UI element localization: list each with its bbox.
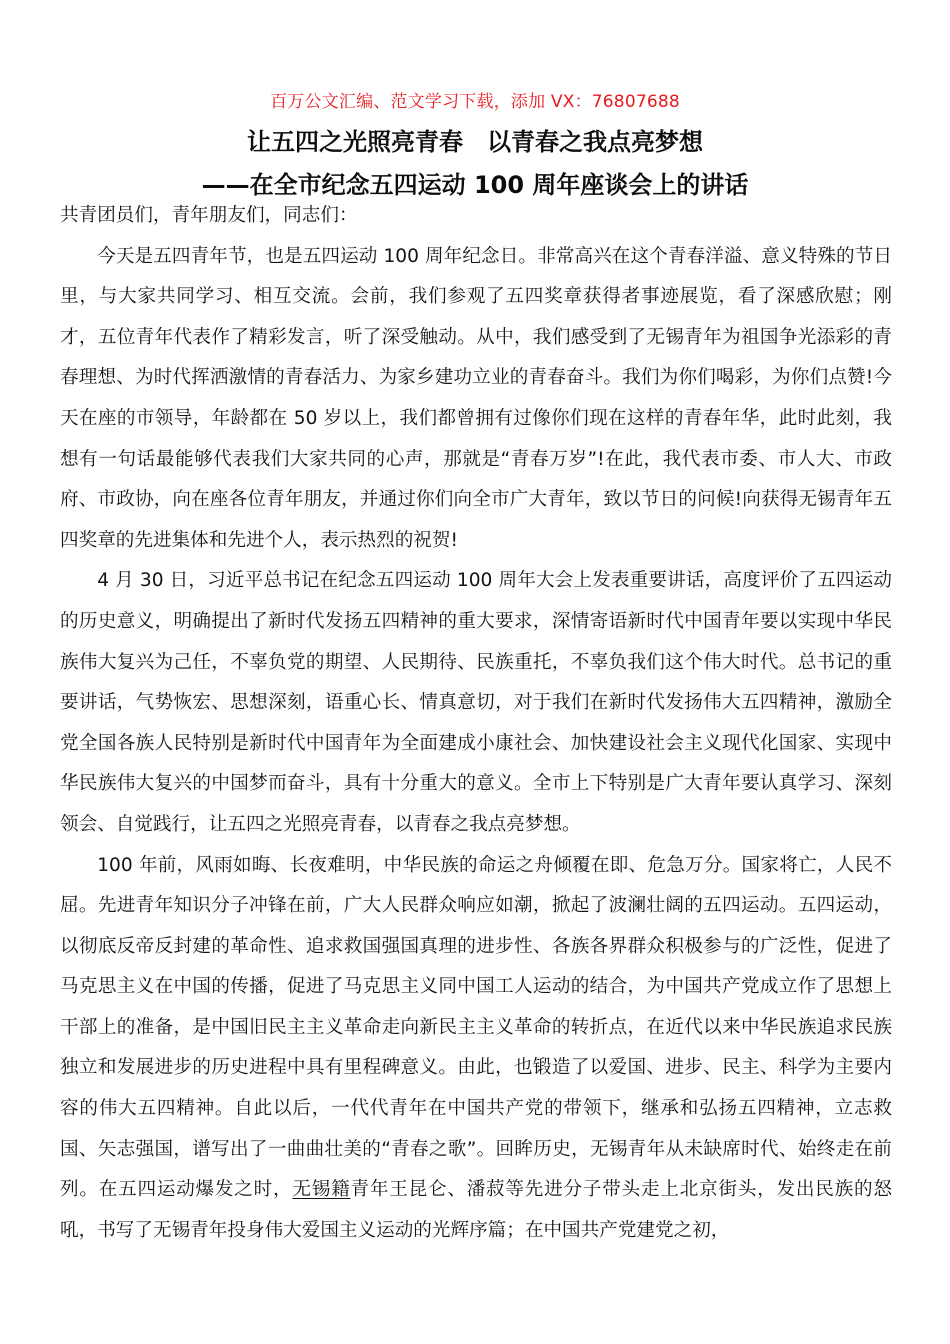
page-title: 让五四之光照亮青春 以青春之我点亮梦想 — [247, 128, 703, 156]
paragraph-2: 4 月 30 日，习近平总书记在纪念五四运动 100 周年大会上发表重要讲话，高度评价了五四运动的历史意义，明确提出了新时代发扬五四精神的重大要求，深情寄语新时代中国青年要以实现中华民族伟大复兴为己任，不辜负党的期望、人民期待、民族重托，不辜负我们这个伟大时代。总书记的重要讲话，气势恢宏、思想深刻，语重心长、情真意切，对于我们在新时代发扬伟大五四精神，激励全党全国各族人民特别是新时代中国青年为全面建成小康社会、加快建设社会主义现代化国家、实现中华民族伟大复兴的中国梦而奋斗，具有十分重大的意义。全市上下特别是广大青年要认真学习、深刻领会、自觉践行，让五四之光照亮青春，以青春之我点亮梦想。 — [60, 570, 892, 835]
speech-body — [60, 183, 892, 1251]
greeting: 共青团员们，青年朋友们，同志们： — [60, 205, 358, 226]
paragraph-3 — [60, 846, 892, 1252]
underlined-term: 无锡籍 — [292, 1179, 351, 1201]
paragraph-1: 今天是五四青年节，也是五四运动 100 周年纪念日。非常高兴在这个青春洋溢、意义特殊的节日里，与大家共同学习、相互交流。会前，我们参观了五四奖章获得者事迹展览，看了深感欣慰；刚才，五位青年代表作了精彩发言，听了深受触动。从中，我们感受到了无锡青年为祖国争光添彩的青春理想、为时代挥洒激情的青春活力、为家乡建功立业的青春奋斗。我们为你们喝彩，为你们点赞!今天在座的市领导，年龄都在 50 岁以上，我们都曾拥有过像你们现在这样的青春年华，此时此刻，我想有一句话最能够代表我们大家共同的心声，那就是“青春万岁”!在此，我代表市委、市人大、市政府、市政协，向在座各位青年朋友，并通过你们向全市广大青年，致以节日的问候!向获得无锡青年五四奖章的先进集体和先进个人，表示热烈的祝贺! — [60, 245, 892, 551]
paragraph-3-text-before: 100 年前，风雨如晦、长夜难明，中华民族的命运之舟倾覆在即、危急万分。国家将亡，人民不屈。先进青年知识分子冲锋在前，广大人民群众响应如潮，掀起了波澜壮阔的五四运动。五四运动，以彻底反帝反封建的革命性、追求救国强国真理的进步性、各族各界群众积极参与的广泛性，促进了马克思主义在中国的传播，促进了马克思主义同中国工人运动的结合，为中国共产党成立作了思想上干部上的准备，是中国旧民主主义革命走向新民主主义革命的转折点，在近代以来中华民族追求民族独立和发展进步的历史进程中具有里程碑意义。由此，也锻造了以爱国、进步、民主、科学为主要内容的伟大五四精神。自此以后，一代代青年在中国共产党的带领下，继承和弘扬五四精神，立志救国、矢志强国，谱写出了一曲曲壮美的“青春之歌”。回眸历史，无锡青年从未缺席时代、始终走在前列。在五四运动爆发之时， — [60, 854, 892, 1201]
watermark-text: 百万公文汇编、范文学习下载，添加 VX：76807688 — [270, 92, 680, 112]
page-subtitle: ——在全市纪念五四运动 100 周年座谈会上的讲话 — [201, 171, 749, 199]
paragraph-3-text-after: 青年王昆仑、潘菽等先进分子带头走上北京街头，发出民族的怒吼，书写了无锡青年投身伟大爱国主义运动的光辉序篇；在中国共产党建党之初， — [60, 1179, 892, 1241]
